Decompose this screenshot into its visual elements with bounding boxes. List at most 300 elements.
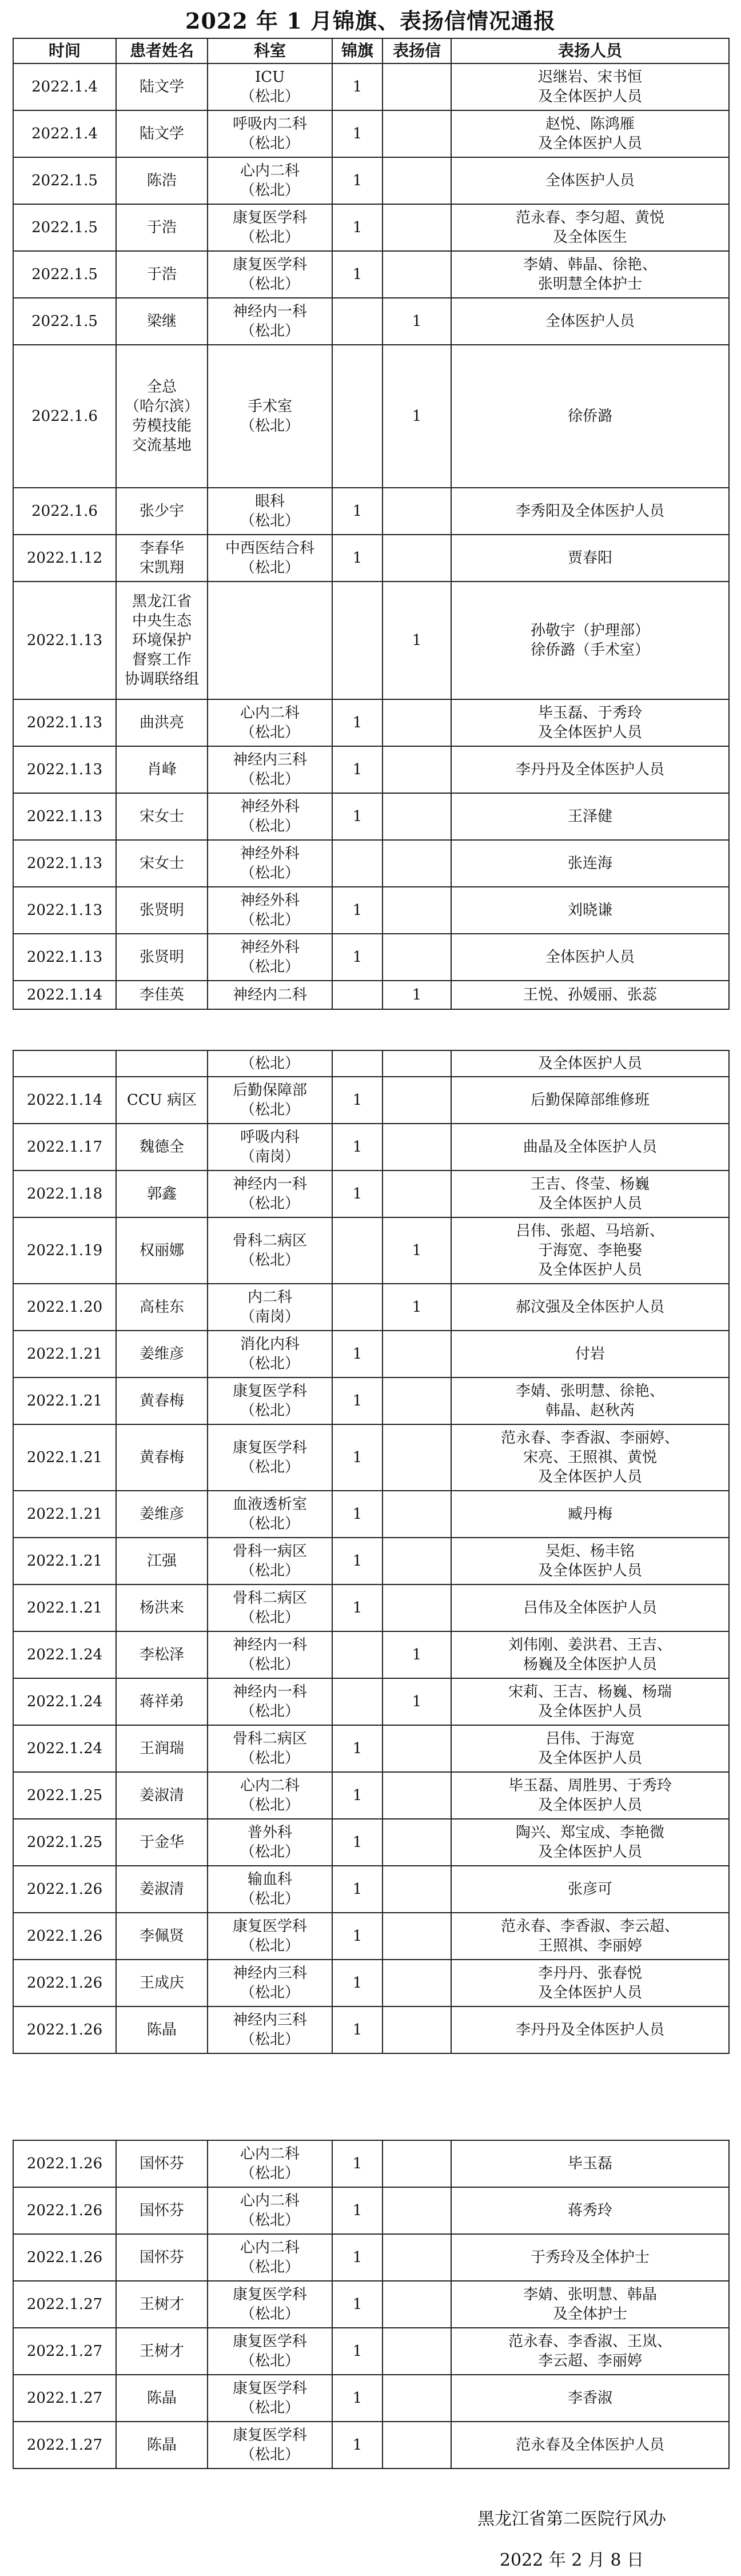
cell-praised-staff: 范永春、李匀超、黄悦 及全体医生 — [451, 204, 729, 251]
cell-banner-count: 1 — [332, 2187, 383, 2234]
cell-department: 心内二科 （松北） — [208, 2140, 332, 2187]
cell-banner-count: 1 — [332, 2375, 383, 2422]
cell-patient-name: 国怀芬 — [116, 2234, 208, 2281]
cell-praised-staff: 宋莉、王吉、杨巍、杨瑞 及全体医护人员 — [451, 1678, 729, 1725]
table-row — [13, 63, 729, 110]
cell-time: 2022.1.5 — [13, 204, 116, 251]
cell-banner-count: 1 — [332, 2234, 383, 2281]
table-row — [13, 1866, 729, 1913]
column-header: 表扬信 — [383, 38, 451, 63]
cell-banner-count: 1 — [332, 887, 383, 934]
cell-time: 2022.1.26 — [13, 1960, 116, 2006]
cell-patient-name — [116, 1050, 208, 1077]
table-row — [13, 1678, 729, 1725]
cell-patient-name: 黄春梅 — [116, 1424, 208, 1491]
cell-patient-name: 宋女士 — [116, 793, 208, 840]
cell-letter-count — [383, 1424, 451, 1491]
cell-banner-count — [332, 840, 383, 887]
cell-department: 骨科二病区 （松北） — [208, 1584, 332, 1631]
cell-patient-name: 于浩 — [116, 204, 208, 251]
cell-time: 2022.1.27 — [13, 2281, 116, 2328]
cell-department: 输血科 （松北） — [208, 1866, 332, 1913]
cell-patient-name: 陈晶 — [116, 2006, 208, 2053]
cell-department: 心内二科 （松北） — [208, 699, 332, 746]
cell-patient-name: 肖峰 — [116, 746, 208, 793]
cell-department: 神经内二科 — [208, 981, 332, 1009]
commendation-table-part-2 — [13, 1050, 730, 2054]
cell-patient-name: 张贤明 — [116, 934, 208, 981]
cell-praised-staff: 赵悦、陈鸿雁 及全体医护人员 — [451, 110, 729, 157]
cell-time: 2022.1.26 — [13, 2006, 116, 2053]
cell-letter-count — [383, 1050, 451, 1077]
cell-patient-name: 王树才 — [116, 2328, 208, 2375]
table-row — [13, 840, 729, 887]
cell-banner-count: 1 — [332, 2422, 383, 2468]
cell-department: 心内二科 （松北） — [208, 157, 332, 204]
table-row — [13, 1077, 729, 1124]
table-row — [13, 1491, 729, 1538]
cell-patient-name: 姜淑清 — [116, 1772, 208, 1819]
table-row — [13, 1377, 729, 1424]
table-row — [13, 1217, 729, 1284]
cell-time: 2022.1.18 — [13, 1170, 116, 1217]
table-header-row — [13, 38, 729, 63]
cell-department: 血液透析室 （松北） — [208, 1491, 332, 1538]
cell-department: 康复医学科 （松北） — [208, 1913, 332, 1960]
cell-praised-staff: 陶兴、郑宝成、李艳微 及全体医护人员 — [451, 1819, 729, 1866]
table-row — [13, 1631, 729, 1678]
cell-banner-count: 1 — [332, 1772, 383, 1819]
cell-praised-staff: 贾春阳 — [451, 535, 729, 582]
cell-praised-staff: 吕伟、于海宽 及全体医护人员 — [451, 1725, 729, 1772]
table-row — [13, 535, 729, 582]
cell-patient-name: 宋女士 — [116, 840, 208, 887]
cell-letter-count: 1 — [383, 1284, 451, 1331]
cell-patient-name: 黄春梅 — [116, 1377, 208, 1424]
cell-letter-count — [383, 1170, 451, 1217]
cell-department: 康复医学科 （松北） — [208, 2281, 332, 2328]
cell-time: 2022.1.21 — [13, 1331, 116, 1377]
cell-department: 消化内科 （松北） — [208, 1331, 332, 1377]
cell-patient-name: 高桂东 — [116, 1284, 208, 1331]
table-row — [13, 1913, 729, 1960]
cell-praised-staff: 郝汶强及全体医护人员 — [451, 1284, 729, 1331]
cell-patient-name: 权丽娜 — [116, 1217, 208, 1284]
cell-praised-staff: 全体医护人员 — [451, 157, 729, 204]
page-title: 2022 年 1 月锦旗、表扬信情况通报 — [185, 8, 556, 34]
cell-letter-count — [383, 2187, 451, 2234]
cell-time: 2022.1.13 — [13, 793, 116, 840]
cell-praised-staff: 后勤保障部维修班 — [451, 1077, 729, 1124]
cell-time: 2022.1.13 — [13, 582, 116, 699]
cell-letter-count — [383, 1819, 451, 1866]
cell-department: 中西医结合科 （松北） — [208, 535, 332, 582]
cell-patient-name: 王树才 — [116, 2281, 208, 2328]
cell-banner-count: 1 — [332, 1584, 383, 1631]
cell-banner-count — [332, 1217, 383, 1284]
cell-banner-count: 1 — [332, 1170, 383, 1217]
cell-banner-count: 1 — [332, 1538, 383, 1584]
cell-time: 2022.1.24 — [13, 1725, 116, 1772]
cell-time: 2022.1.5 — [13, 157, 116, 204]
cell-time: 2022.1.26 — [13, 1866, 116, 1913]
cell-department: 心内二科 （松北） — [208, 1772, 332, 1819]
cell-patient-name: 张少宇 — [116, 488, 208, 535]
cell-time: 2022.1.6 — [13, 488, 116, 535]
cell-patient-name: CCU 病区 — [116, 1077, 208, 1124]
cell-letter-count — [383, 2422, 451, 2468]
cell-banner-count: 1 — [332, 1960, 383, 2006]
table-row — [13, 204, 729, 251]
cell-time — [13, 1050, 116, 1077]
table-row — [13, 2140, 729, 2187]
cell-time: 2022.1.14 — [13, 981, 116, 1009]
cell-banner-count — [332, 1284, 383, 1331]
table-row — [13, 1960, 729, 2006]
cell-letter-count: 1 — [383, 345, 451, 488]
cell-banner-count — [332, 981, 383, 1009]
cell-department: ICU （松北） — [208, 63, 332, 110]
table-row — [13, 746, 729, 793]
cell-praised-staff: 张连海 — [451, 840, 729, 887]
cell-time: 2022.1.6 — [13, 345, 116, 488]
cell-time: 2022.1.13 — [13, 699, 116, 746]
cell-praised-staff: 张彦可 — [451, 1866, 729, 1913]
issue-date: 2022 年 2 月 8 日 — [499, 2550, 644, 2570]
cell-letter-count — [383, 488, 451, 535]
cell-banner-count: 1 — [332, 2281, 383, 2328]
cell-praised-staff: 全体医护人员 — [451, 934, 729, 981]
cell-department: 后勤保障部 （松北） — [208, 1077, 332, 1124]
cell-banner-count: 1 — [332, 2328, 383, 2375]
column-header: 锦旗 — [332, 38, 383, 63]
cell-praised-staff: 李丹丹、张春悦 及全体医护人员 — [451, 1960, 729, 2006]
cell-letter-count — [383, 1584, 451, 1631]
cell-praised-staff: 徐侨潞 — [451, 345, 729, 488]
cell-praised-staff: 范永春及全体医护人员 — [451, 2422, 729, 2468]
cell-praised-staff: 吕伟、张超、马培新、 于海宽、李艳娶 及全体医护人员 — [451, 1217, 729, 1284]
cell-praised-staff: 付岩 — [451, 1331, 729, 1377]
cell-patient-name: 国怀芬 — [116, 2187, 208, 2234]
cell-praised-staff: 刘伟刚、姜洪君、王吉、 杨巍及全体医护人员 — [451, 1631, 729, 1678]
cell-letter-count — [383, 1491, 451, 1538]
cell-banner-count: 1 — [332, 2006, 383, 2053]
cell-department: 呼吸内二科 （松北） — [208, 110, 332, 157]
cell-patient-name: 陈晶 — [116, 2422, 208, 2468]
cell-department: 手术室 （松北） — [208, 345, 332, 488]
cell-patient-name: 李松泽 — [116, 1631, 208, 1678]
cell-time: 2022.1.21 — [13, 1377, 116, 1424]
cell-patient-name: 李佩贤 — [116, 1913, 208, 1960]
cell-banner-count: 1 — [332, 1491, 383, 1538]
cell-time: 2022.1.21 — [13, 1584, 116, 1631]
cell-praised-staff: 蒋秀玲 — [451, 2187, 729, 2234]
cell-department: 内二科 （南岗） — [208, 1284, 332, 1331]
cell-letter-count — [383, 746, 451, 793]
cell-banner-count: 1 — [332, 1725, 383, 1772]
cell-patient-name: 李春华 宋凯翔 — [116, 535, 208, 582]
cell-patient-name: 于浩 — [116, 251, 208, 298]
cell-letter-count — [383, 2328, 451, 2375]
table-row — [13, 793, 729, 840]
cell-patient-name: 全总 （哈尔滨） 劳模技能 交流基地 — [116, 345, 208, 488]
cell-patient-name: 梁继 — [116, 298, 208, 345]
cell-letter-count — [383, 63, 451, 110]
cell-department: 康复医学科 （松北） — [208, 2375, 332, 2422]
table-row — [13, 110, 729, 157]
table-row — [13, 1772, 729, 1819]
cell-letter-count — [383, 157, 451, 204]
cell-patient-name: 蒋祥弟 — [116, 1678, 208, 1725]
issuer-name: 黑龙江省第二医院行风办 — [477, 2509, 666, 2529]
cell-letter-count — [383, 934, 451, 981]
cell-time: 2022.1.27 — [13, 2375, 116, 2422]
cell-letter-count — [383, 2140, 451, 2187]
cell-patient-name: 国怀芬 — [116, 2140, 208, 2187]
cell-letter-count — [383, 535, 451, 582]
cell-praised-staff: 范永春、李香淑、李丽婷、 宋亮、王照祺、黄悦 及全体医护人员 — [451, 1424, 729, 1491]
cell-praised-staff: 全体医护人员 — [451, 298, 729, 345]
cell-banner-count: 1 — [332, 1331, 383, 1377]
cell-letter-count: 1 — [383, 1631, 451, 1678]
cell-department: 神经内三科 （松北） — [208, 1960, 332, 2006]
cell-praised-staff: 迟继岩、宋书恒 及全体医护人员 — [451, 63, 729, 110]
cell-praised-staff: 吴炬、杨丰铭 及全体医护人员 — [451, 1538, 729, 1584]
cell-department: 神经内一科 （松北） — [208, 1170, 332, 1217]
cell-letter-count — [383, 2375, 451, 2422]
cell-patient-name: 张贤明 — [116, 887, 208, 934]
table-row — [13, 2281, 729, 2328]
cell-department: 神经内一科 （松北） — [208, 1631, 332, 1678]
cell-praised-staff: 刘晓谦 — [451, 887, 729, 934]
cell-banner-count: 1 — [332, 1377, 383, 1424]
cell-praised-staff: 李丹丹及全体医护人员 — [451, 746, 729, 793]
cell-time: 2022.1.5 — [13, 251, 116, 298]
cell-time: 2022.1.17 — [13, 1124, 116, 1170]
cell-banner-count — [332, 345, 383, 488]
cell-patient-name: 姜淑清 — [116, 1866, 208, 1913]
cell-banner-count — [332, 1678, 383, 1725]
cell-patient-name: 王润瑞 — [116, 1725, 208, 1772]
cell-patient-name: 陈浩 — [116, 157, 208, 204]
cell-letter-count — [383, 2234, 451, 2281]
cell-department: 康复医学科 （松北） — [208, 251, 332, 298]
cell-praised-staff: 王吉、佟莹、杨巍 及全体医护人员 — [451, 1170, 729, 1217]
table-row — [13, 981, 729, 1009]
cell-patient-name: 姜维彦 — [116, 1331, 208, 1377]
cell-department: （松北） — [208, 1050, 332, 1077]
cell-time: 2022.1.4 — [13, 63, 116, 110]
commendation-table-part-3 — [13, 2140, 730, 2469]
cell-praised-staff: 毕玉磊、周胜男、于秀玲 及全体医护人员 — [451, 1772, 729, 1819]
table-row — [13, 1331, 729, 1377]
cell-patient-name: 李佳英 — [116, 981, 208, 1009]
table-row — [13, 699, 729, 746]
cell-department: 眼科 （松北） — [208, 488, 332, 535]
cell-banner-count: 1 — [332, 204, 383, 251]
cell-department: 神经外科 （松北） — [208, 934, 332, 981]
commendation-table-part-1 — [13, 38, 730, 1010]
cell-praised-staff: 李婧、韩晶、徐艳、 张明慧全体护士 — [451, 251, 729, 298]
cell-banner-count: 1 — [332, 699, 383, 746]
table-row — [13, 1819, 729, 1866]
cell-department: 骨科二病区 （松北） — [208, 1217, 332, 1284]
cell-praised-staff: 及全体医护人员 — [451, 1050, 729, 1077]
cell-department: 神经外科 （松北） — [208, 887, 332, 934]
cell-department: 骨科一病区 （松北） — [208, 1538, 332, 1584]
cell-time: 2022.1.13 — [13, 934, 116, 981]
cell-praised-staff: 孙敬宇（护理部） 徐侨潞（手术室） — [451, 582, 729, 699]
column-header: 表扬人员 — [451, 38, 729, 63]
cell-patient-name: 陆文学 — [116, 63, 208, 110]
cell-banner-count: 1 — [332, 1866, 383, 1913]
cell-banner-count: 1 — [332, 251, 383, 298]
table-row — [13, 2422, 729, 2468]
table-row — [13, 1538, 729, 1584]
cell-letter-count — [383, 1772, 451, 1819]
cell-letter-count — [383, 1124, 451, 1170]
cell-banner-count: 1 — [332, 63, 383, 110]
cell-banner-count: 1 — [332, 934, 383, 981]
table-row — [13, 1725, 729, 1772]
cell-department: 神经内一科 （松北） — [208, 1678, 332, 1725]
cell-time: 2022.1.20 — [13, 1284, 116, 1331]
cell-time: 2022.1.24 — [13, 1631, 116, 1678]
table-row — [13, 1424, 729, 1491]
cell-department: 神经外科 （松北） — [208, 793, 332, 840]
cell-time: 2022.1.24 — [13, 1678, 116, 1725]
cell-patient-name: 江强 — [116, 1538, 208, 1584]
cell-praised-staff: 李婧、张明慧、韩晶 及全体护士 — [451, 2281, 729, 2328]
cell-department: 康复医学科 （松北） — [208, 1377, 332, 1424]
cell-time: 2022.1.27 — [13, 2328, 116, 2375]
cell-praised-staff: 李丹丹及全体医护人员 — [451, 2006, 729, 2053]
cell-department: 呼吸内科 （南岗） — [208, 1124, 332, 1170]
table-row — [13, 2328, 729, 2375]
cell-patient-name: 陈晶 — [116, 2375, 208, 2422]
table-row — [13, 1284, 729, 1331]
cell-department — [208, 582, 332, 699]
cell-letter-count: 1 — [383, 981, 451, 1009]
cell-time: 2022.1.26 — [13, 2187, 116, 2234]
cell-banner-count: 1 — [332, 1819, 383, 1866]
cell-banner-count: 1 — [332, 1077, 383, 1124]
table-row — [13, 934, 729, 981]
cell-praised-staff: 李香淑 — [451, 2375, 729, 2422]
cell-patient-name: 曲洪亮 — [116, 699, 208, 746]
cell-banner-count — [332, 298, 383, 345]
cell-patient-name: 郭鑫 — [116, 1170, 208, 1217]
cell-letter-count — [383, 1377, 451, 1424]
cell-letter-count — [383, 1331, 451, 1377]
cell-letter-count — [383, 793, 451, 840]
cell-praised-staff: 范永春、李香淑、李云超、 王照祺、李丽婷 — [451, 1913, 729, 1960]
cell-letter-count: 1 — [383, 298, 451, 345]
table-row — [13, 582, 729, 699]
cell-department: 康复医学科 （松北） — [208, 2422, 332, 2468]
cell-letter-count — [383, 699, 451, 746]
table-row — [13, 887, 729, 934]
cell-banner-count: 1 — [332, 746, 383, 793]
cell-department: 普外科 （松北） — [208, 1819, 332, 1866]
cell-department: 康复医学科 （松北） — [208, 2328, 332, 2375]
cell-letter-count: 1 — [383, 582, 451, 699]
cell-time: 2022.1.26 — [13, 2140, 116, 2187]
cell-letter-count — [383, 1960, 451, 2006]
table-row — [13, 2187, 729, 2234]
cell-banner-count: 1 — [332, 1424, 383, 1491]
cell-patient-name: 杨洪来 — [116, 1584, 208, 1631]
cell-time: 2022.1.25 — [13, 1772, 116, 1819]
cell-time: 2022.1.13 — [13, 746, 116, 793]
table-row — [13, 345, 729, 488]
cell-letter-count — [383, 2006, 451, 2053]
cell-praised-staff: 王泽健 — [451, 793, 729, 840]
cell-praised-staff: 于秀玲及全体护士 — [451, 2234, 729, 2281]
cell-time: 2022.1.13 — [13, 840, 116, 887]
cell-patient-name: 陆文学 — [116, 110, 208, 157]
cell-praised-staff: 王悦、孙媛丽、张蕊 — [451, 981, 729, 1009]
table-row — [13, 1170, 729, 1217]
cell-time: 2022.1.5 — [13, 298, 116, 345]
cell-praised-staff: 李婧、张明慧、徐艳、 韩晶、赵秋芮 — [451, 1377, 729, 1424]
cell-banner-count: 1 — [332, 110, 383, 157]
cell-letter-count — [383, 1913, 451, 1960]
cell-letter-count — [383, 2281, 451, 2328]
table-row — [13, 2006, 729, 2053]
cell-praised-staff: 吕伟及全体医护人员 — [451, 1584, 729, 1631]
table-row — [13, 298, 729, 345]
column-header: 时间 — [13, 38, 116, 63]
cell-department: 神经内一科 （松北） — [208, 298, 332, 345]
cell-letter-count — [383, 110, 451, 157]
table-row — [13, 1124, 729, 1170]
cell-department: 康复医学科 （松北） — [208, 1424, 332, 1491]
cell-letter-count — [383, 840, 451, 887]
cell-department: 骨科二病区 （松北） — [208, 1725, 332, 1772]
cell-department: 神经内三科 （松北） — [208, 2006, 332, 2053]
cell-letter-count — [383, 1538, 451, 1584]
cell-banner-count: 1 — [332, 1124, 383, 1170]
cell-time: 2022.1.26 — [13, 1913, 116, 1960]
cell-praised-staff: 曲晶及全体医护人员 — [451, 1124, 729, 1170]
cell-letter-count: 1 — [383, 1678, 451, 1725]
cell-time: 2022.1.26 — [13, 2234, 116, 2281]
table-row — [13, 2375, 729, 2422]
cell-praised-staff: 范永春、李香淑、王岚、 李云超、李丽婷 — [451, 2328, 729, 2375]
cell-banner-count: 1 — [332, 793, 383, 840]
cell-time: 2022.1.19 — [13, 1217, 116, 1284]
cell-time: 2022.1.14 — [13, 1077, 116, 1124]
cell-patient-name: 魏德全 — [116, 1124, 208, 1170]
column-header: 科室 — [208, 38, 332, 63]
cell-praised-staff: 毕玉磊、于秀玲 及全体医护人员 — [451, 699, 729, 746]
table-row — [13, 488, 729, 535]
cell-letter-count — [383, 204, 451, 251]
cell-praised-staff: 李秀阳及全体医护人员 — [451, 488, 729, 535]
cell-banner-count — [332, 1050, 383, 1077]
cell-department: 心内二科 （松北） — [208, 2187, 332, 2234]
cell-banner-count — [332, 1631, 383, 1678]
cell-praised-staff: 毕玉磊 — [451, 2140, 729, 2187]
cell-time: 2022.1.21 — [13, 1491, 116, 1538]
cell-time: 2022.1.21 — [13, 1424, 116, 1491]
cell-patient-name: 黑龙江省 中央生态 环境保护 督察工作 协调联络组 — [116, 582, 208, 699]
cell-banner-count — [332, 582, 383, 699]
cell-department: 心内二科 （松北） — [208, 2234, 332, 2281]
cell-letter-count — [383, 251, 451, 298]
cell-time: 2022.1.27 — [13, 2422, 116, 2468]
